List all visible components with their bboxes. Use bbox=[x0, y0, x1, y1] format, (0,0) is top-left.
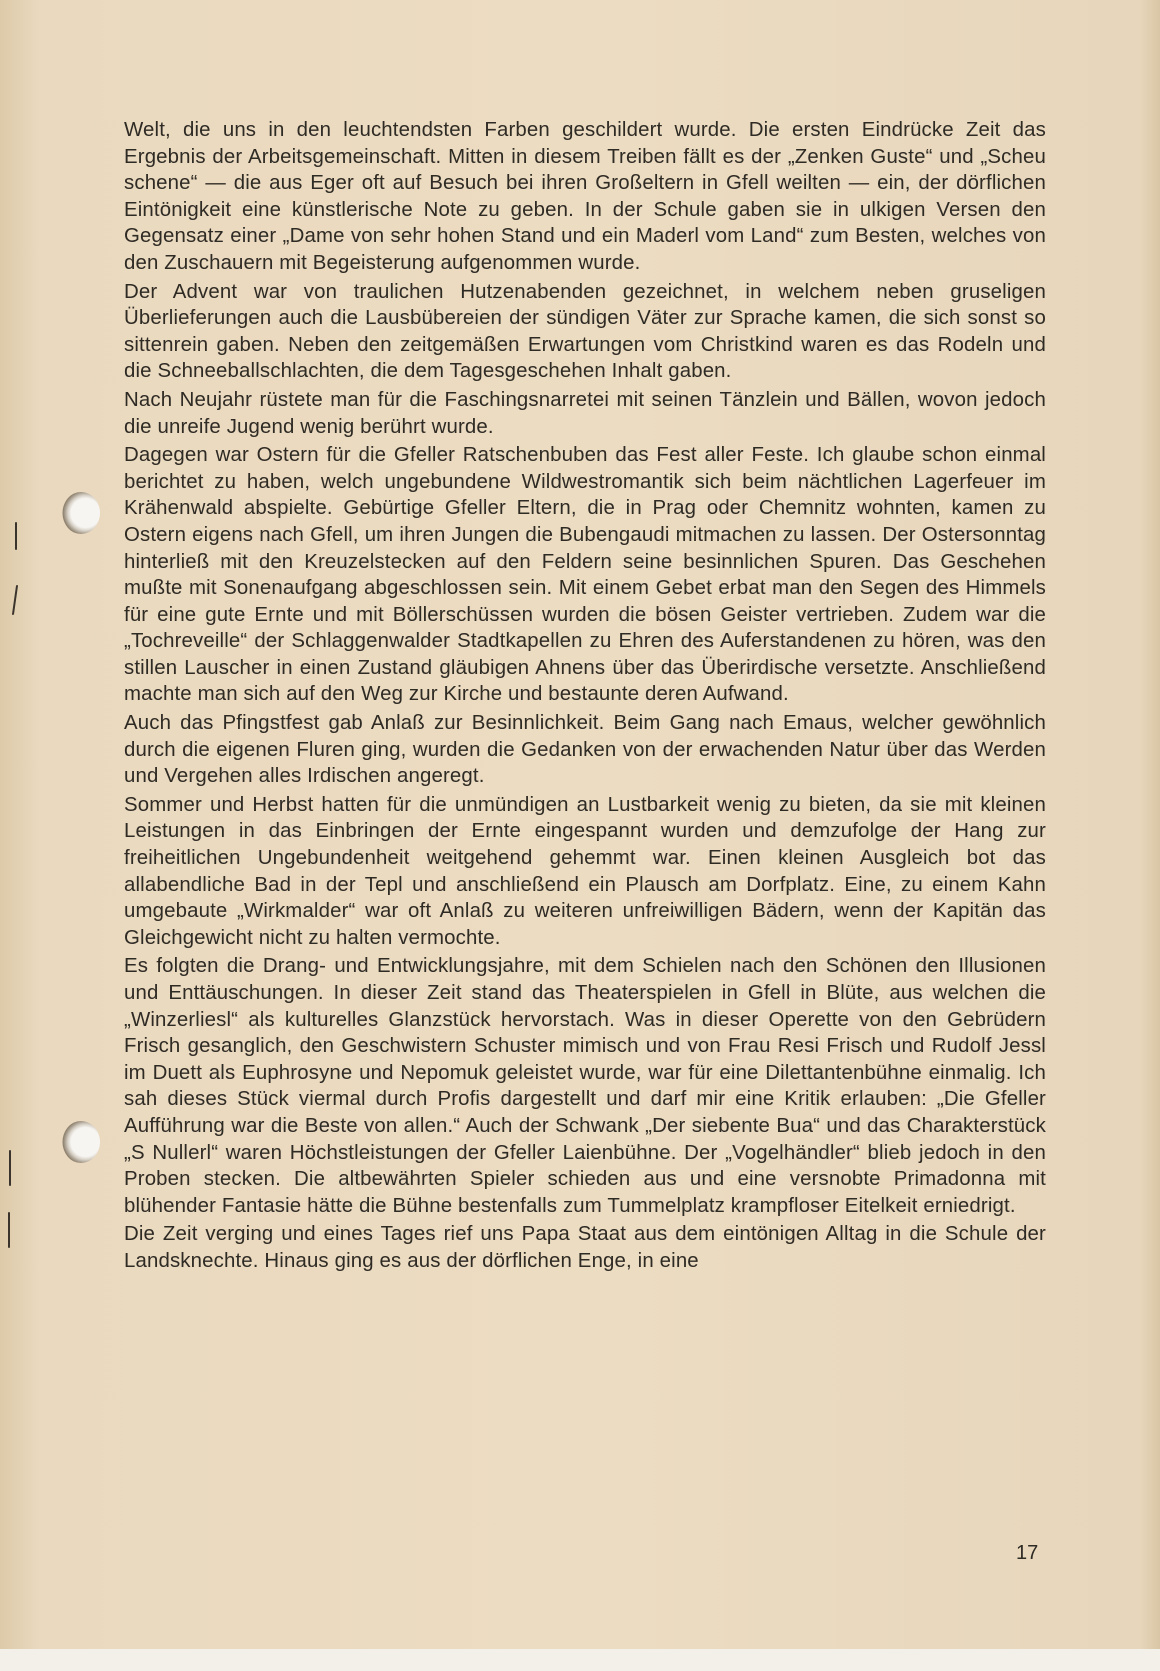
body-text bbox=[124, 117, 1046, 1277]
paragraph: Der Advent war von traulichen Hutzenabenden gezeichnet, in welchem neben gruseligen Überlieferungen auch die Lausbübereien der sündigen Väter zur Sprache kamen, die sich sonst so sittenrein gaben. Neben den zeitgemäßen Erwartungen vom Christkind waren es das Rodeln und die Schneeballschlachten, die dem Tagesgeschehen Inhalt gaben. bbox=[124, 280, 1046, 383]
punch-hole bbox=[62, 492, 100, 534]
binding-mark bbox=[9, 1150, 11, 1186]
paragraph: Auch das Pfingstfest gab Anlaß zur Besinnlichkeit. Beim Gang nach Emaus, welcher gewöhnlich durch die eigenen Fluren ging, wurden die Gedanken von der erwachenden Natur über das Werden und Vergehen alles Irdischen angeregt. bbox=[124, 712, 1046, 788]
punch-hole bbox=[62, 1121, 100, 1163]
paragraph: Welt, die uns in den leuchtendsten Farben geschildert wurde. Die ersten Eindrücke Zeit das Ergebnis der Arbeitsgemeinschaft. Mitten in diesem Treiben fällt es der „Zenken Guste“ und „Scheu schene“ — die aus Eger oft auf Besuch bei ihren Großeltern in Gfell weilten — ein, der dörflichen Eintönigkeit eine künstlerische Note zu geben. In der Schule gaben sie in ulkigen Versen den Gegensatz einer „Dame von sehr hohen Stand und ein Maderl vom Land“ zum Besten, welches von den Zuschauern mit Begeisterung aufgenommen wurde. bbox=[124, 119, 1046, 274]
binding-mark bbox=[8, 1212, 10, 1248]
paragraph: Die Zeit verging und eines Tages rief uns Papa Staat aus dem eintönigen Alltag in die Schule der Landsknechte. Hinaus ging es aus der dörflichen Enge, in eine bbox=[124, 1223, 1046, 1272]
binding-mark bbox=[12, 585, 18, 615]
binding-mark bbox=[15, 522, 17, 550]
paragraph: Sommer und Herbst hatten für die unmündigen an Lustbarkeit wenig zu bieten, da sie mit kleinen Leistungen in das Einbringen der Ernte eingespannt wurden und demzufolge der Hang zur freiheitlichen Ungebundenheit weitgehend gehemmt war. Einen kleinen Ausgleich bot das allabendliche Bad in der Tepl und anschließend ein Plausch am Dorfplatz. Eine, zu einem Kahn umgebaute „Wirkmalder“ war oft Anlaß zu weiteren unfreiwilligen Bädern, wenn der Kapitän das Gleichgewicht nicht zu halten vermochte. bbox=[124, 793, 1046, 949]
page-number: 17 bbox=[1016, 1542, 1039, 1564]
paragraph: Nach Neujahr rüstete man für die Faschingsnarretei mit seinen Tänzlein und Bällen, wovon jedoch die unreife Jugend wenig berührt wurde. bbox=[124, 388, 1046, 438]
paragraph: Dagegen war Ostern für die Gfeller Ratschenbuben das Fest aller Feste. Ich glaube schon einmal berichtet zu haben, welch ungebundene Wildwestromantik sich beim nächtlichen Lagerfeuer im Krähenwald abspielte. Gebürtige Gfeller Eltern, die in Prag oder Chemnitz wohnten, kamen zu Ostern eigens nach Gfell, um ihren Jungen die Bubengaudi mitmachen zu lassen. Der Ostersonntag hinterließ mit den Kreuzelstecken auf den Feldern seine besinnlichen Spuren. Das Geschehen mußte mit Sonenaufgang abgeschlossen sein. Mit einem Gebet erbat man den Segen des Himmels für eine gute Ernte und mit Böllerschüssen wurden die bösen Geister vertrieben. Zudem war die „Tochreveille“ der Schlaggenwalder Stadtkapellen zu Ehren des Auferstandenen zu hören, was den stillen Lauscher in einen Zustand gläubigen Ahnens über das Überirdische versetzte. Anschließend machte man sich auf den Weg zur Kirche und bestaunte deren Aufwand. bbox=[124, 444, 1046, 706]
paragraph: Es folgten die Drang- und Entwicklungsjahre, mit dem Schielen nach den Schönen den Illusionen und Enttäuschungen. In dieser Zeit stand das Theaterspielen in Gfell in Blüte, aus welchen die „Winzerliesl“ als kulturelles Glanzstück hervorstach. Was in dieser Operette von den Gebrüdern Frisch gesanglich, den Geschwistern Schuster mimisch und von Frau Resi Frisch und Rudolf Jessl im Duett als Euphrosyne und Nepomuk geleistet wurde, war für eine Dilettantenbühne einmalig. Ich sah dieses Stück viermal durch Profis dargestellt und darf mir eine Kritik erlauben: „Die Gfeller Aufführung war die Beste von allen.“ Auch der Schwank „Der siebente Bua“ und das Charakterstück „S Nullerl“ waren Höchstleistungen der Gfeller Laienbühne. Der „Vogelhändler“ blieb jedoch in den Proben stecken. Die altbewährten Spieler schieden aus und eine versnobte Primadonna mit blühender Fantasie hätte die Bühne bestenfalls zum Tummelplatz krampfloser Eitelkeit erniedrigt. bbox=[124, 955, 1046, 1217]
